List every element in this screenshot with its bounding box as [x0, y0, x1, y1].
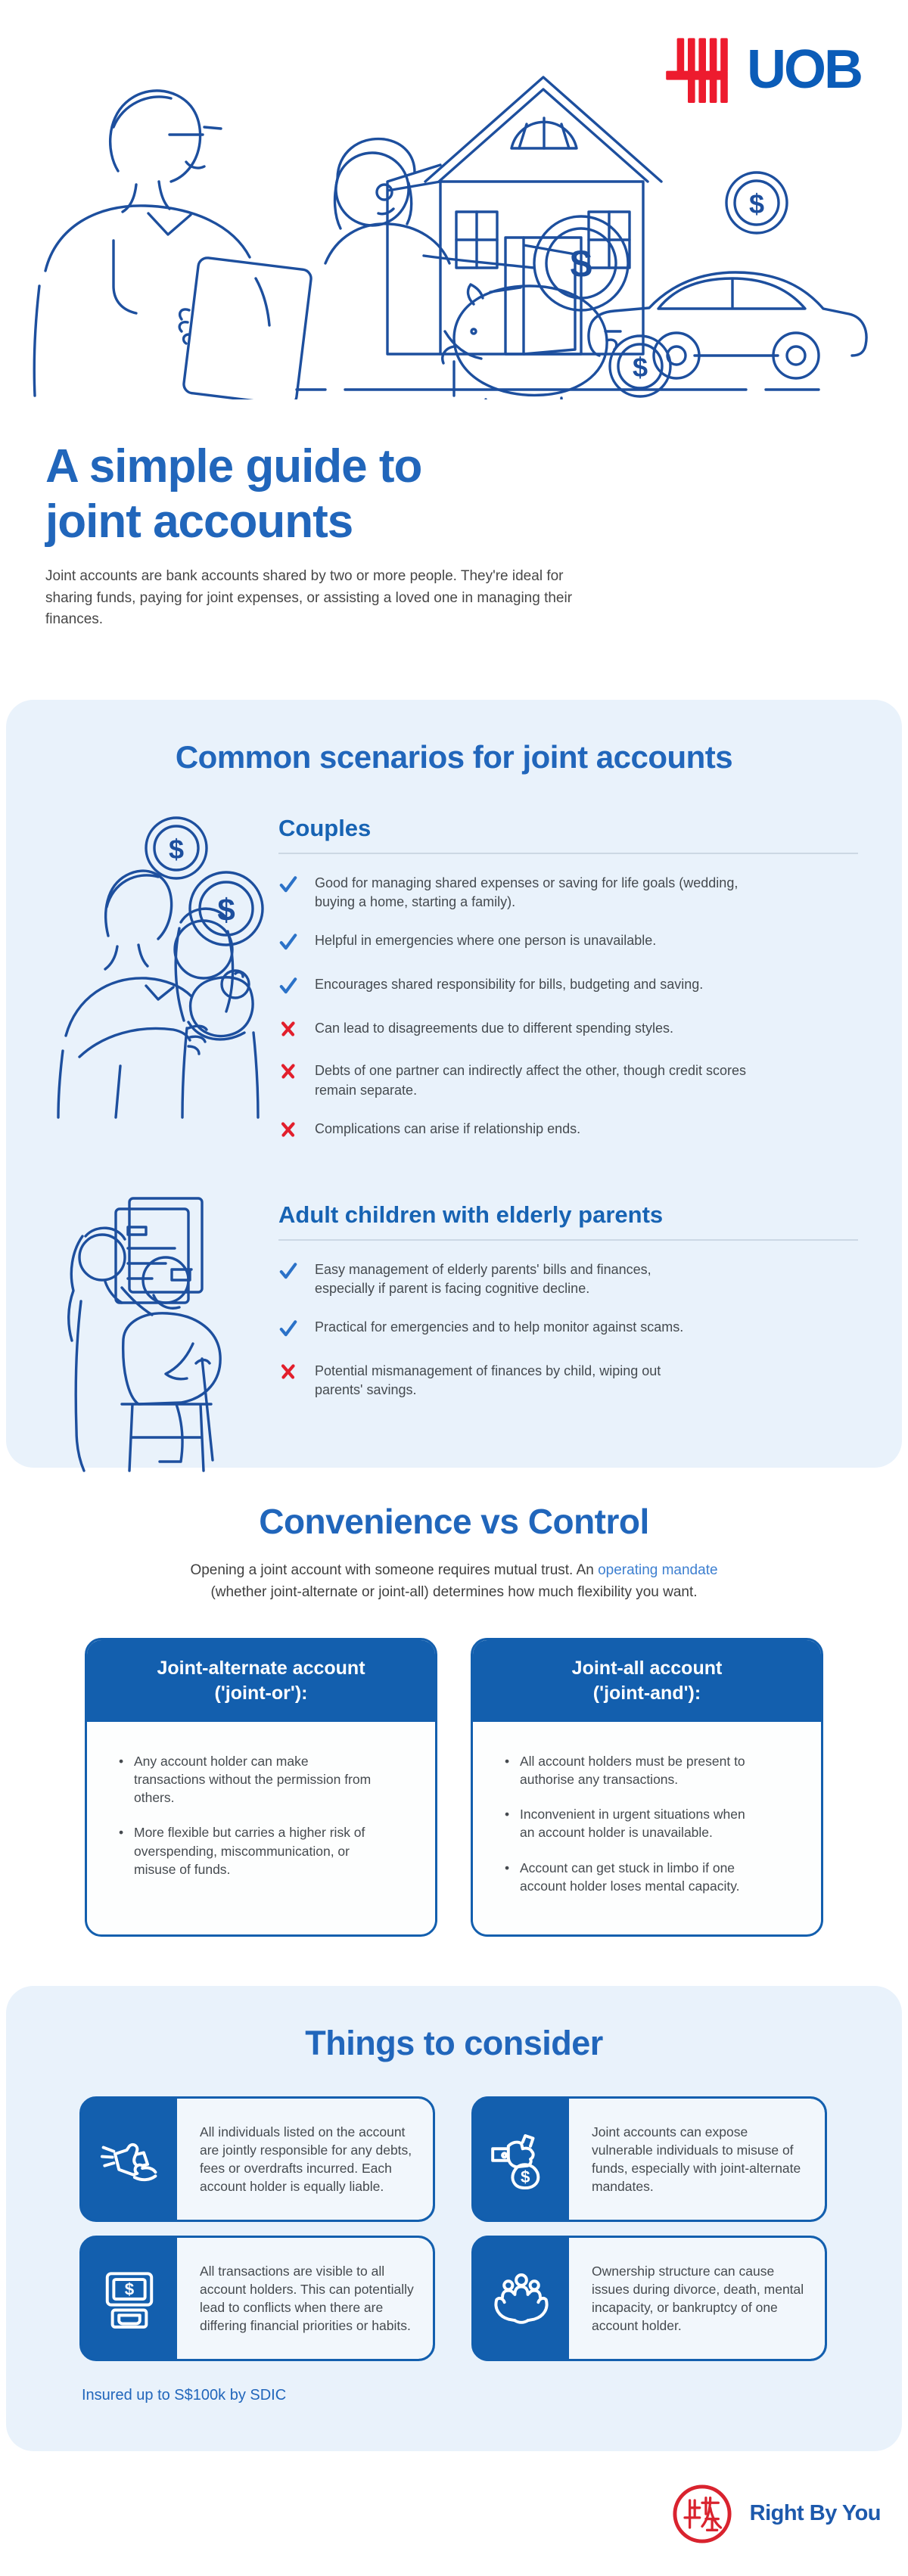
check-icon — [278, 1261, 298, 1285]
mandate-intro-text: (whether joint-alternate or joint-all) determines how much flexibility you want. — [210, 1583, 698, 1600]
mandate-cards — [0, 1638, 908, 1937]
cross-icon — [278, 1120, 298, 1142]
uob-wordmark: UOB — [747, 39, 861, 100]
considerations-grid — [79, 2096, 829, 2361]
card-title-line2: ('joint-or'): — [214, 1683, 308, 1704]
rbu-seal-icon — [671, 2483, 733, 2545]
cross-icon — [278, 1363, 298, 1384]
svg-text:$: $ — [217, 892, 235, 928]
consideration-card-vulnerable — [471, 2096, 827, 2222]
list-item — [278, 1019, 858, 1042]
page-title — [45, 440, 863, 549]
money-bag-hand-icon — [474, 2099, 569, 2220]
svg-text:$: $ — [570, 242, 592, 286]
consideration-text: All individuals listed on the account are jointly responsible for any debts, fees or overdrafts incurred. Each account holder is equally liable. — [200, 2124, 412, 2195]
list-item-text: Easy management of elderly parents' bills and finances, especially if parent is facing cognitive decline. — [315, 1261, 651, 1296]
joint-alternate-card-header — [87, 1640, 435, 1722]
scenarios-section — [6, 700, 902, 1468]
hero-illustration — [0, 14, 908, 399]
list-item — [278, 874, 858, 912]
list-item — [278, 1120, 858, 1142]
cross-icon — [278, 1020, 298, 1042]
svg-text:$: $ — [168, 834, 185, 865]
joint-all-card-body — [473, 1722, 821, 1934]
consideration-card-visibility — [79, 2236, 435, 2361]
check-icon — [278, 976, 298, 999]
list-item-text: Good for managing shared expenses or saving for life goals (wedding, buying a home, starting a family). — [315, 875, 739, 910]
card-bullet: • More flexible but carries a higher risk of overspending, miscommunication, or misuse of funds. — [117, 1823, 375, 1878]
mandate-intro — [166, 1560, 742, 1603]
scenario-elderly — [29, 1188, 879, 1475]
card-title-line1: Joint-alternate account — [157, 1658, 365, 1679]
elderly-heading: Adult children with elderly parents — [278, 1201, 664, 1228]
card-bullet: • Any account holder can make transactions without the permission from others. — [117, 1752, 375, 1807]
mandate-title: Convenience vs Control — [259, 1502, 649, 1541]
sdic-footnote: Insured up to S$100k by SDIC — [82, 2387, 287, 2404]
card-title-line2: ('joint-and'): — [592, 1683, 701, 1704]
svg-text:$: $ — [520, 2167, 530, 2186]
consideration-text: Joint accounts can expose vulnerable individuals to misuse of funds, especially with joint-alternate mandates. — [592, 2124, 801, 2195]
consideration-card-ownership — [471, 2236, 827, 2361]
consideration-text: All transactions are visible to all account holders. This can potentially lead to conflicts when there are differing financial priorities or habits. — [200, 2263, 414, 2334]
list-item-text: Debts of one partner can indirectly affect the other, though credit scores remain separate. — [315, 1063, 746, 1098]
joint-alternate-card — [85, 1638, 437, 1937]
joint-alternate-card-body — [87, 1722, 435, 1918]
rbu-tagline: Right By You — [749, 2501, 881, 2525]
list-item — [278, 1362, 858, 1400]
list-item — [278, 1260, 858, 1298]
puzzle-hands-icon — [82, 2099, 177, 2220]
consideration-card-body — [569, 2099, 825, 2220]
scenarios-title: Common scenarios for joint accounts — [175, 739, 733, 775]
car-illustration — [589, 272, 866, 378]
couples-heading: Couples — [278, 815, 372, 841]
cross-icon — [278, 1062, 298, 1084]
intro-text: Joint accounts are bank accounts shared by two or more people. They're ideal for sharing funds, paying for joint expenses, or assisting a loved one in managing their finances. — [45, 568, 573, 628]
page-title-line2: joint accounts — [45, 495, 353, 548]
list-item-text: Potential mismanagement of finances by child, wiping out parents' savings. — [315, 1363, 661, 1398]
house-illustration — [387, 77, 661, 354]
coin-icon — [610, 336, 670, 396]
hero-header — [0, 0, 908, 412]
elderly-illustration — [29, 1188, 278, 1475]
couples-content — [278, 801, 879, 1162]
considerations-section — [6, 1986, 902, 2451]
considerations-title: Things to consider — [305, 2024, 603, 2062]
consideration-card-body — [569, 2238, 825, 2359]
card-bullet: • Account can get stuck in limbo if one account holder loses mental capacity. — [503, 1859, 760, 1895]
consideration-card-body — [177, 2099, 433, 2220]
scenario-couples — [29, 801, 879, 1162]
joint-all-card — [471, 1638, 823, 1937]
documents-illustration — [116, 1198, 202, 1303]
page-title-line1: A simple guide to — [45, 440, 422, 493]
operating-mandate-link[interactable]: operating mandate — [598, 1562, 718, 1578]
list-item-text: Helpful in emergencies where one person is unavailable. — [315, 933, 657, 949]
list-item — [278, 975, 858, 999]
svg-text:$: $ — [124, 2279, 135, 2299]
list-item-text: Encourages shared responsibility for bills, budgeting and saving. — [315, 977, 704, 993]
coin-icon — [726, 172, 787, 233]
coin-icon — [146, 818, 207, 878]
list-item-text: Practical for emergencies and to help monitor against scams. — [315, 1319, 684, 1335]
joint-all-card-header — [473, 1640, 821, 1722]
consideration-card-liability — [79, 2096, 435, 2222]
list-item-text: Can lead to disagreements due to different spending styles. — [315, 1021, 673, 1036]
list-item — [278, 1061, 858, 1099]
mandate-section — [0, 1468, 908, 1986]
check-icon — [278, 1319, 298, 1342]
list-item-text: Complications can arise if relationship ends. — [315, 1120, 581, 1136]
list-item — [278, 1318, 858, 1342]
card-bullet: • All account holders must be present to authorise any transactions. — [503, 1752, 760, 1788]
svg-text:$: $ — [748, 188, 765, 219]
elderly-content — [278, 1188, 879, 1475]
divider — [278, 1239, 858, 1241]
couples-list — [278, 874, 858, 1142]
svg-text:$: $ — [632, 352, 648, 383]
mandate-intro-text: Opening a joint account with someone requires mutual trust. An — [190, 1562, 599, 1578]
card-bullet: • Inconvenient in urgent situations when an account holder is unavailable. — [503, 1805, 760, 1841]
consideration-card-body — [177, 2238, 433, 2359]
atm-machine-icon — [82, 2238, 177, 2359]
check-icon — [278, 875, 298, 898]
card-title-line1: Joint-all account — [571, 1658, 723, 1679]
list-item — [278, 931, 858, 956]
divider — [278, 853, 858, 854]
intro-section — [0, 412, 908, 700]
check-icon — [278, 932, 298, 956]
elderly-list — [278, 1260, 858, 1400]
consideration-text: Ownership structure can cause issues during divorce, death, mental incapacity, or bankruptcy of one account holder. — [592, 2263, 804, 2334]
couples-illustration — [29, 801, 278, 1162]
hands-holding-people-icon — [474, 2238, 569, 2359]
footer — [0, 2451, 908, 2576]
